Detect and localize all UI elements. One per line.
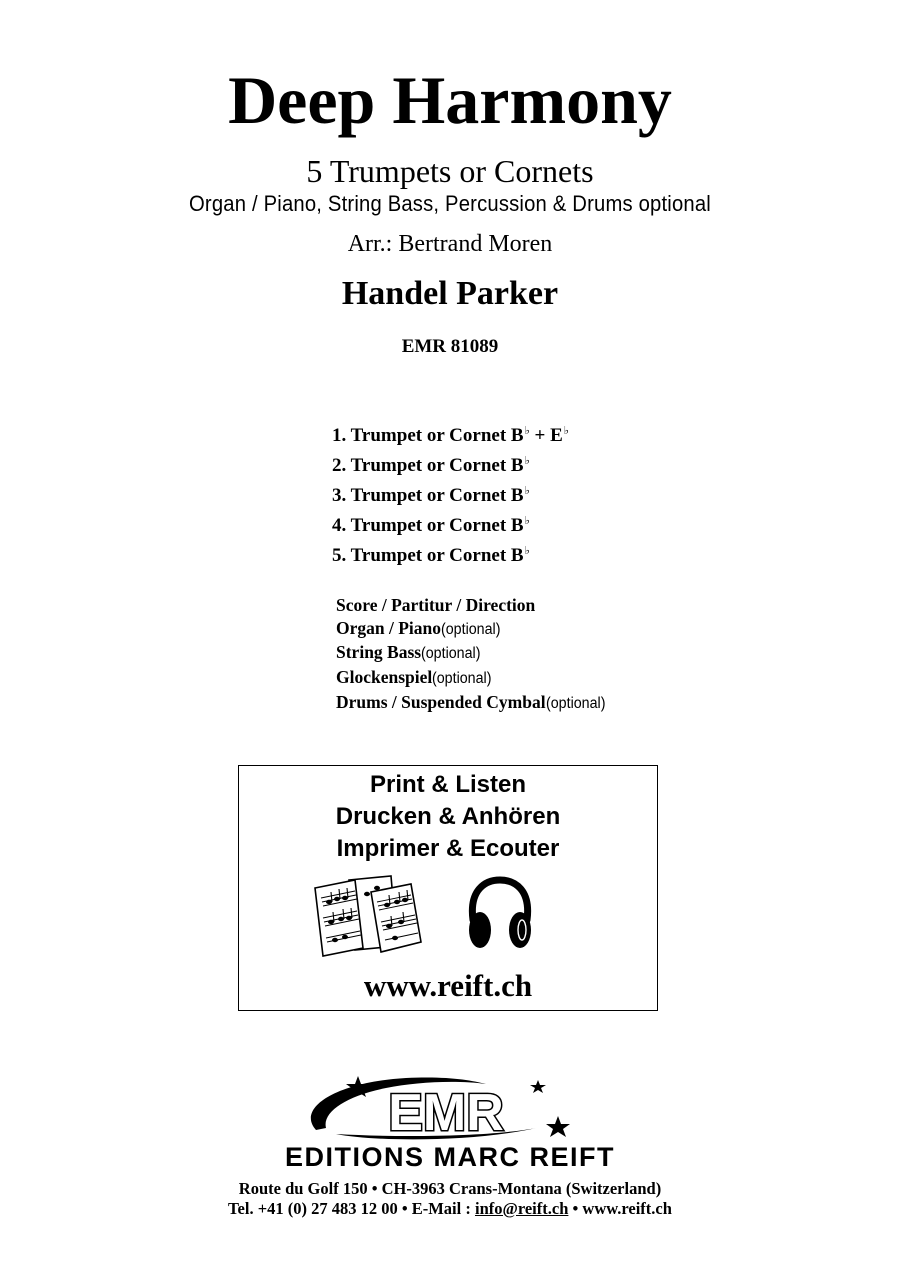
promo-line-en: Print & Listen — [369, 771, 526, 798]
extras-list — [336, 594, 610, 716]
part-item: 5. Trumpet or Cornet B♭ — [332, 545, 530, 566]
flat-sign: ♭ — [524, 515, 530, 527]
flat-sign: ♭ — [563, 425, 569, 437]
part-item: 2. Trumpet or Cornet B♭ — [332, 455, 530, 476]
emr-logo-text: EMR — [388, 1084, 504, 1142]
flat-sign: ♭ — [524, 455, 530, 467]
publisher-name: EDITIONS MARC REIFT — [285, 1142, 615, 1172]
extra-item: Glockenspiel(optional) — [336, 667, 492, 688]
extra-item: Drums / Suspended Cymbal(optional) — [336, 691, 606, 712]
emr-logo — [296, 1072, 596, 1144]
part-item: 4. Trumpet or Cornet B♭ — [332, 515, 530, 536]
instrumentation: Organ / Piano, String Bass, Percussion & Drums optional — [189, 191, 711, 216]
extra-item: Score / Partitur / Direction — [336, 595, 536, 615]
title: Deep Harmony — [228, 62, 672, 138]
part-item: 1. Trumpet or Cornet B♭ + E♭ — [332, 425, 569, 446]
composer: Handel Parker — [341, 275, 559, 312]
extra-item: String Bass(optional) — [336, 642, 481, 663]
flat-sign: ♭ — [524, 425, 530, 437]
extra-item: Organ / Piano(optional) — [336, 617, 501, 638]
email-link[interactable]: info@reift.ch — [474, 1199, 569, 1218]
flat-sign: ♭ — [524, 545, 530, 557]
parts-list — [332, 416, 569, 566]
promo-line-fr: Imprimer & Ecouter — [336, 835, 560, 862]
catalog-number: EMR 81089 — [401, 336, 499, 357]
print-listen-box — [238, 765, 658, 1011]
promo-url: www.reift.ch — [363, 968, 533, 1003]
publisher-address: Route du Golf 150 • CH-3963 Crans-Montana (Switzerland) — [238, 1179, 662, 1198]
subtitle: 5 Trumpets or Cornets — [306, 153, 594, 189]
arranger: Arr.: Bertrand Moren — [347, 231, 553, 257]
promo-line-de: Drucken & Anhören — [335, 803, 561, 830]
sheet-music-icon — [311, 874, 423, 960]
part-item: 3. Trumpet or Cornet B♭ — [332, 485, 530, 506]
flat-sign: ♭ — [524, 485, 530, 497]
publisher-contact: Tel. +41 (0) 27 483 12 00 • E-Mail : info@reift.ch • www.reift.ch — [228, 1199, 672, 1218]
headphones-icon — [465, 876, 535, 952]
